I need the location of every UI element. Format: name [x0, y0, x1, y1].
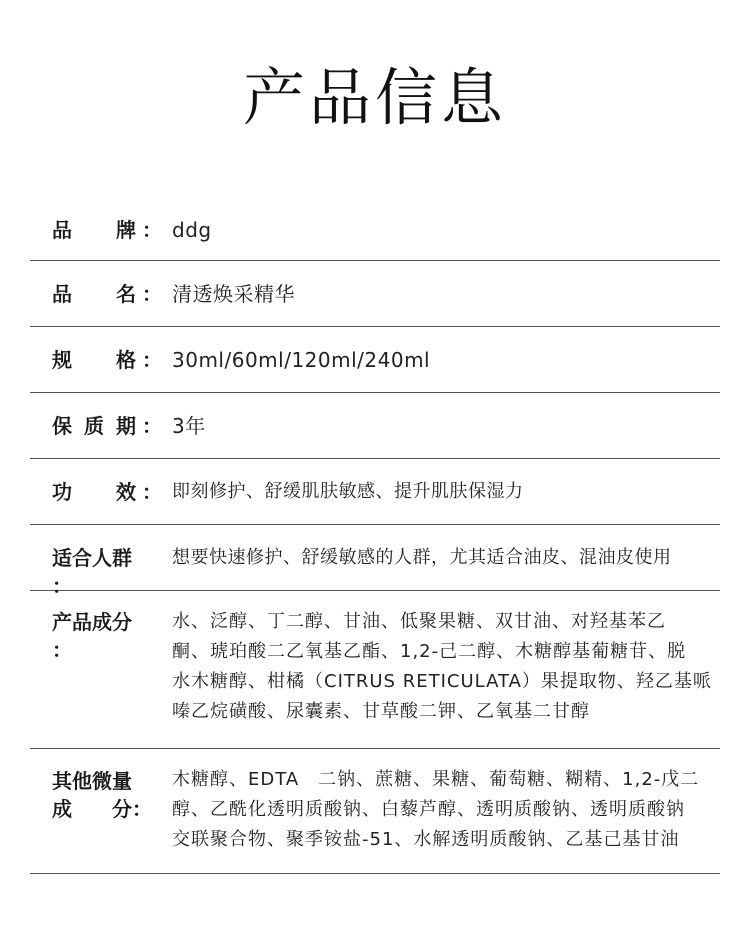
value-brand: ddg [172, 218, 212, 242]
value-shelf-life: 3年 [172, 414, 206, 438]
ingredients-line: 水、泛醇、丁二醇、甘油、低聚果糖、双甘油、对羟基苯乙 [172, 611, 666, 632]
label-colon: ： [142, 414, 162, 438]
page-title: 产品信息 [242, 61, 507, 134]
label-trace-line2 [52, 795, 152, 823]
label-spec [52, 346, 162, 374]
label-effect [52, 478, 162, 506]
value-spec: 30ml/60ml/120ml/240ml [172, 348, 431, 372]
label-shelf-life-char2: 质 [84, 414, 104, 438]
trace-line: 木糖醇、EDTA 二钠、蔗糖、果糖、葡萄糖、糊精、1,2-戊二 [172, 769, 700, 790]
label-brand [52, 216, 162, 244]
value-effect: 即刻修护、舒缓肌肤敏感、提升肌肤保湿力 [172, 481, 524, 502]
value-name: 清透焕采精华 [172, 282, 295, 306]
ingredients-line: 嗪乙烷磺酸、尿囊素、甘草酸二钾、乙氧基二甘醇 [172, 701, 590, 722]
label-colon: ： [52, 638, 72, 662]
label-ingredients-text: 产品成分 [52, 610, 132, 634]
label-name-char2: 名 [116, 282, 136, 306]
row-audience [30, 525, 720, 598]
label-trace-ingredients [52, 767, 172, 823]
label-colon: ： [52, 574, 72, 598]
label-colon: ： [142, 480, 162, 504]
label-name [52, 280, 162, 308]
product-info-table [30, 197, 720, 874]
label-colon: ： [142, 282, 162, 306]
row-trace-ingredients [30, 749, 720, 874]
label-name-char1: 品 [52, 282, 72, 306]
row-brand [30, 197, 720, 261]
row-name [30, 261, 720, 327]
label-colon: ： [142, 348, 162, 372]
label-effect-char1: 功 [52, 480, 72, 504]
label-colon: ： [132, 797, 152, 821]
ingredients-line: 水木糖醇、柑橘（CITRUS RETICULATA）果提取物、羟乙基哌 [172, 671, 712, 692]
label-trace-char1: 成 [52, 797, 72, 821]
label-audience-text: 适合人群 [52, 546, 132, 570]
label-spec-char2: 格 [116, 348, 136, 372]
value-trace-ingredients [172, 765, 720, 855]
label-spec-char1: 规 [52, 348, 72, 372]
trace-line: 交联聚合物、聚季铵盐-51、水解透明质酸钠、乙基己基甘油 [172, 829, 680, 850]
trace-line: 醇、乙酰化透明质酸钠、白藜芦醇、透明质酸钠、透明质酸钠 [172, 799, 685, 820]
label-shelf-life [52, 412, 162, 440]
label-brand-char1: 品 [52, 218, 72, 242]
row-effect [30, 459, 720, 525]
row-ingredients [30, 591, 720, 749]
value-ingredients [172, 607, 720, 727]
ingredients-line: 酮、琥珀酸二乙氧基乙酯、1,2-己二醇、木糖醇基葡糖苷、脱 [172, 641, 687, 662]
label-ingredients [52, 608, 152, 664]
row-shelf-life [30, 393, 720, 459]
label-brand-char2: 牌 [116, 218, 136, 242]
label-effect-char2: 效 [116, 480, 136, 504]
value-audience: 想要快速修护、舒缓敏感的人群，尤其适合油皮、混油皮使用 [172, 547, 672, 568]
label-shelf-life-char1: 保 [52, 414, 72, 438]
label-colon: ： [142, 218, 162, 242]
label-trace-line1: 其他微量 [52, 769, 132, 793]
label-trace-char2: 分 [112, 797, 132, 821]
label-shelf-life-char3: 期 [116, 414, 136, 438]
row-spec [30, 327, 720, 393]
